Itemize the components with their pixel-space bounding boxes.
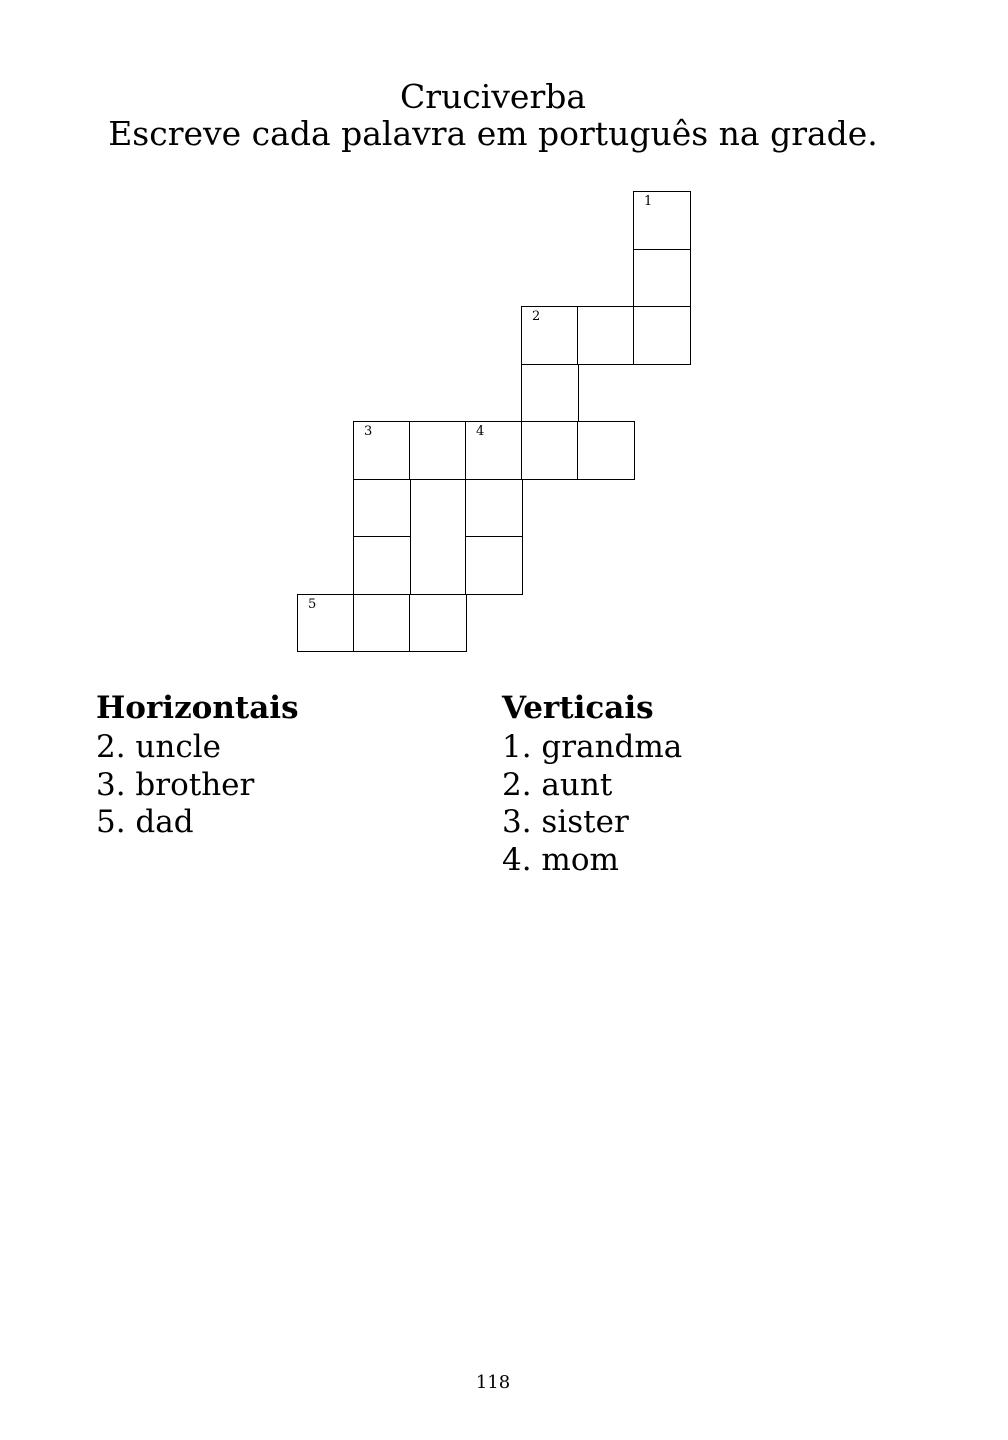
crossword-cell[interactable] bbox=[409, 421, 467, 480]
down-clue: 4. mom bbox=[502, 841, 619, 878]
crossword-cell[interactable] bbox=[465, 536, 523, 595]
crossword-cell[interactable] bbox=[521, 364, 579, 423]
crossword-cell[interactable] bbox=[521, 306, 579, 365]
crossword-cell[interactable] bbox=[353, 479, 411, 538]
crossword-cell[interactable] bbox=[465, 421, 523, 480]
crossword-cell[interactable] bbox=[297, 594, 355, 653]
across-clues bbox=[96, 688, 299, 842]
crossword-cell[interactable] bbox=[409, 594, 467, 653]
across-clue: 3. brother bbox=[96, 766, 255, 803]
down-clue: 3. sister bbox=[502, 804, 629, 840]
crossword-cell[interactable] bbox=[633, 306, 691, 365]
crossword-cell[interactable] bbox=[577, 421, 635, 480]
crossword-cell[interactable] bbox=[465, 479, 523, 538]
crossword-cell[interactable] bbox=[353, 421, 411, 480]
down-clue: 1. grandma bbox=[502, 729, 683, 765]
clue-number: 5 bbox=[308, 596, 317, 612]
down-clue: 2. aunt bbox=[502, 766, 613, 803]
crossword-cell[interactable] bbox=[521, 421, 579, 480]
clue-number: 3 bbox=[364, 424, 373, 439]
across-clue: 2. uncle bbox=[96, 729, 221, 765]
clue-number: 1 bbox=[644, 194, 653, 209]
down-heading: Verticais bbox=[502, 690, 654, 726]
clue-number: 4 bbox=[476, 424, 485, 439]
across-heading: Horizontais bbox=[96, 690, 299, 726]
clue-number: 2 bbox=[532, 309, 541, 324]
crossword-cell[interactable] bbox=[577, 306, 635, 365]
page-instructions: Escreve cada palavra em português na grade. bbox=[108, 114, 878, 153]
crossword-cell[interactable] bbox=[633, 191, 691, 250]
crossword-cell[interactable] bbox=[353, 594, 411, 653]
page-title: Cruciverba bbox=[399, 77, 587, 116]
page-number: 118 bbox=[475, 1372, 511, 1393]
crossword-cell[interactable] bbox=[633, 249, 691, 308]
across-clue: 5. dad bbox=[96, 804, 194, 840]
crossword-cell[interactable] bbox=[353, 536, 411, 595]
down-clues bbox=[502, 688, 682, 879]
